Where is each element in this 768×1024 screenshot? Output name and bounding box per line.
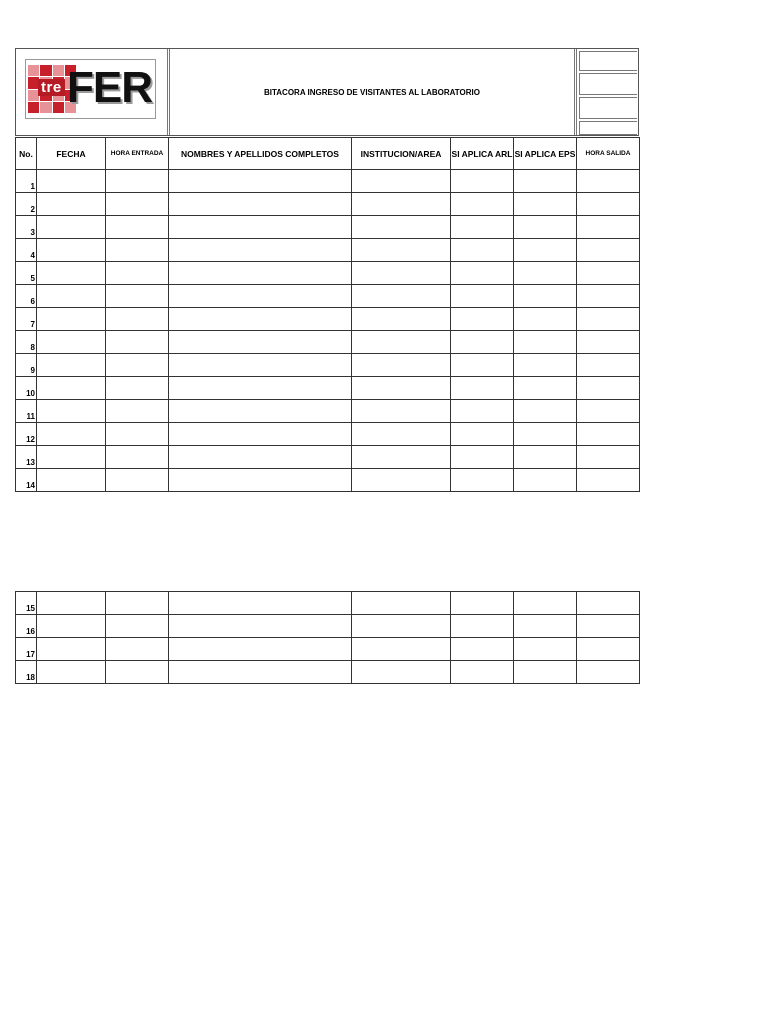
col-eps: SI APLICA EPS (514, 138, 577, 170)
col-institucion: INSTITUCION/AREA (352, 138, 451, 170)
institucion-cell[interactable] (352, 400, 451, 423)
table-row (16, 262, 640, 285)
row-number: 6 (16, 285, 37, 308)
fecha-cell[interactable] (37, 354, 106, 377)
hora-entrada-cell[interactable] (106, 423, 169, 446)
visitor-log-table (15, 137, 640, 492)
table-row (16, 661, 640, 684)
institucion-cell[interactable] (352, 638, 451, 661)
logo-tre-text: tre (38, 79, 65, 96)
hora-salida-cell[interactable] (577, 615, 640, 638)
row-number: 11 (16, 400, 37, 423)
fecha-cell[interactable] (37, 216, 106, 239)
fecha-cell[interactable] (37, 308, 106, 331)
col-hora-entrada: HORA ENTRADA (106, 138, 169, 170)
row-number: 16 (16, 615, 37, 638)
row-number: 15 (16, 592, 37, 615)
fecha-cell[interactable] (37, 170, 106, 193)
institucion-cell[interactable] (352, 423, 451, 446)
info-box-2 (579, 73, 637, 95)
hora-salida-cell[interactable] (577, 446, 640, 469)
fecha-cell[interactable] (37, 239, 106, 262)
hora-entrada-cell[interactable] (106, 615, 169, 638)
row-number: 12 (16, 423, 37, 446)
arl-cell[interactable] (451, 308, 514, 331)
hora-entrada-cell[interactable] (106, 592, 169, 615)
nombres-cell[interactable] (169, 377, 352, 400)
table-row (16, 377, 640, 400)
eps-cell[interactable] (514, 377, 577, 400)
info-box-1 (579, 51, 637, 71)
institucion-cell[interactable] (352, 170, 451, 193)
fecha-cell[interactable] (37, 262, 106, 285)
hora-entrada-cell[interactable] (106, 638, 169, 661)
nombres-cell[interactable] (169, 193, 352, 216)
hora-entrada-cell[interactable] (106, 170, 169, 193)
arl-cell[interactable] (451, 469, 514, 492)
hora-salida-cell[interactable] (577, 638, 640, 661)
hora-salida-cell[interactable] (577, 400, 640, 423)
hora-salida-cell[interactable] (577, 592, 640, 615)
eps-cell[interactable] (514, 615, 577, 638)
eps-cell[interactable] (514, 285, 577, 308)
hora-entrada-cell[interactable] (106, 354, 169, 377)
hora-entrada-cell[interactable] (106, 262, 169, 285)
arl-cell[interactable] (451, 170, 514, 193)
hora-entrada-cell[interactable] (106, 308, 169, 331)
row-number: 9 (16, 354, 37, 377)
arl-cell[interactable] (451, 354, 514, 377)
hora-salida-cell[interactable] (577, 661, 640, 684)
hora-entrada-cell[interactable] (106, 193, 169, 216)
nombres-cell[interactable] (169, 170, 352, 193)
nombres-cell[interactable] (169, 239, 352, 262)
hora-entrada-cell[interactable] (106, 446, 169, 469)
col-arl: SI APLICA ARL (451, 138, 514, 170)
eps-cell[interactable] (514, 592, 577, 615)
nombres-cell[interactable] (169, 400, 352, 423)
eps-cell[interactable] (514, 469, 577, 492)
document-header (15, 48, 639, 136)
fecha-cell[interactable] (37, 423, 106, 446)
logo-fer-text: FER (67, 63, 152, 112)
institucion-cell[interactable] (352, 216, 451, 239)
arl-cell[interactable] (451, 661, 514, 684)
arl-cell[interactable] (451, 216, 514, 239)
row-number: 8 (16, 331, 37, 354)
hora-salida-cell[interactable] (577, 423, 640, 446)
hora-entrada-cell[interactable] (106, 285, 169, 308)
logo-cell (16, 49, 170, 135)
hora-entrada-cell[interactable] (106, 377, 169, 400)
table-row (16, 638, 640, 661)
fecha-cell[interactable] (37, 638, 106, 661)
eps-cell[interactable] (514, 423, 577, 446)
hora-salida-cell[interactable] (577, 262, 640, 285)
hora-salida-cell[interactable] (577, 170, 640, 193)
nombres-cell[interactable] (169, 308, 352, 331)
arl-cell[interactable] (451, 592, 514, 615)
institucion-cell[interactable] (352, 262, 451, 285)
arl-cell[interactable] (451, 239, 514, 262)
table-row (16, 308, 640, 331)
hora-salida-cell[interactable] (577, 331, 640, 354)
hora-entrada-cell[interactable] (106, 216, 169, 239)
institucion-cell[interactable] (352, 592, 451, 615)
hora-entrada-cell[interactable] (106, 400, 169, 423)
eps-cell[interactable] (514, 308, 577, 331)
nombres-cell[interactable] (169, 638, 352, 661)
eps-cell[interactable] (514, 170, 577, 193)
fecha-cell[interactable] (37, 193, 106, 216)
table-row (16, 216, 640, 239)
col-nombres: NOMBRES Y APELLIDOS COMPLETOS (169, 138, 352, 170)
table-row (16, 354, 640, 377)
nombres-cell[interactable] (169, 331, 352, 354)
institucion-cell[interactable] (352, 446, 451, 469)
table-row (16, 469, 640, 492)
table-row (16, 285, 640, 308)
hora-salida-cell[interactable] (577, 308, 640, 331)
trefer-logo (25, 59, 156, 119)
row-number: 5 (16, 262, 37, 285)
table-row (16, 170, 640, 193)
nombres-cell[interactable] (169, 262, 352, 285)
nombres-cell[interactable] (169, 423, 352, 446)
arl-cell[interactable] (451, 400, 514, 423)
eps-cell[interactable] (514, 400, 577, 423)
row-number: 7 (16, 308, 37, 331)
table-row (16, 446, 640, 469)
nombres-cell[interactable] (169, 615, 352, 638)
arl-cell[interactable] (451, 193, 514, 216)
arl-cell[interactable] (451, 423, 514, 446)
arl-cell[interactable] (451, 262, 514, 285)
arl-cell[interactable] (451, 615, 514, 638)
hora-salida-cell[interactable] (577, 239, 640, 262)
institucion-cell[interactable] (352, 377, 451, 400)
eps-cell[interactable] (514, 216, 577, 239)
col-hora-salida: HORA SALIDA (577, 138, 640, 170)
fecha-cell[interactable] (37, 592, 106, 615)
nombres-cell[interactable] (169, 354, 352, 377)
visitor-log-table-continued (15, 591, 640, 684)
institucion-cell[interactable] (352, 285, 451, 308)
arl-cell[interactable] (451, 377, 514, 400)
col-fecha: FECHA (37, 138, 106, 170)
eps-cell[interactable] (514, 638, 577, 661)
eps-cell[interactable] (514, 193, 577, 216)
col-no: No. (16, 138, 37, 170)
hora-salida-cell[interactable] (577, 354, 640, 377)
nombres-cell[interactable] (169, 661, 352, 684)
row-number: 2 (16, 193, 37, 216)
nombres-cell[interactable] (169, 216, 352, 239)
hora-entrada-cell[interactable] (106, 469, 169, 492)
fecha-cell[interactable] (37, 285, 106, 308)
nombres-cell[interactable] (169, 446, 352, 469)
nombres-cell[interactable] (169, 469, 352, 492)
table-row (16, 193, 640, 216)
fecha-cell[interactable] (37, 377, 106, 400)
table-row (16, 331, 640, 354)
table-row (16, 400, 640, 423)
hora-salida-cell[interactable] (577, 285, 640, 308)
arl-cell[interactable] (451, 638, 514, 661)
arl-cell[interactable] (451, 331, 514, 354)
eps-cell[interactable] (514, 331, 577, 354)
info-box-4 (579, 121, 637, 135)
institucion-cell[interactable] (352, 661, 451, 684)
row-number: 1 (16, 170, 37, 193)
info-box-3 (579, 97, 637, 119)
hora-salida-cell[interactable] (577, 193, 640, 216)
institucion-cell[interactable] (352, 615, 451, 638)
row-number: 18 (16, 661, 37, 684)
arl-cell[interactable] (451, 285, 514, 308)
row-number: 3 (16, 216, 37, 239)
fecha-cell[interactable] (37, 331, 106, 354)
eps-cell[interactable] (514, 354, 577, 377)
eps-cell[interactable] (514, 239, 577, 262)
fecha-cell[interactable] (37, 469, 106, 492)
nombres-cell[interactable] (169, 592, 352, 615)
row-number: 4 (16, 239, 37, 262)
nombres-cell[interactable] (169, 285, 352, 308)
fecha-cell[interactable] (37, 661, 106, 684)
arl-cell[interactable] (451, 446, 514, 469)
hora-entrada-cell[interactable] (106, 331, 169, 354)
institucion-cell[interactable] (352, 331, 451, 354)
table-row (16, 592, 640, 615)
row-number: 10 (16, 377, 37, 400)
eps-cell[interactable] (514, 446, 577, 469)
institucion-cell[interactable] (352, 469, 451, 492)
hora-salida-cell[interactable] (577, 377, 640, 400)
institucion-cell[interactable] (352, 239, 451, 262)
fecha-cell[interactable] (37, 615, 106, 638)
row-number: 14 (16, 469, 37, 492)
table-row (16, 239, 640, 262)
table-row (16, 615, 640, 638)
eps-cell[interactable] (514, 262, 577, 285)
row-number: 13 (16, 446, 37, 469)
fecha-cell[interactable] (37, 446, 106, 469)
institucion-cell[interactable] (352, 193, 451, 216)
institucion-cell[interactable] (352, 354, 451, 377)
hora-salida-cell[interactable] (577, 469, 640, 492)
header-row (16, 138, 640, 170)
institucion-cell[interactable] (352, 308, 451, 331)
eps-cell[interactable] (514, 661, 577, 684)
hora-entrada-cell[interactable] (106, 661, 169, 684)
hora-salida-cell[interactable] (577, 216, 640, 239)
table-row (16, 423, 640, 446)
hora-entrada-cell[interactable] (106, 239, 169, 262)
row-number: 17 (16, 638, 37, 661)
title-cell (170, 49, 577, 135)
header-info-cells (577, 49, 639, 135)
fecha-cell[interactable] (37, 400, 106, 423)
document-title: BITACORA INGRESO DE VISITANTES AL LABORATORIO (263, 87, 480, 97)
